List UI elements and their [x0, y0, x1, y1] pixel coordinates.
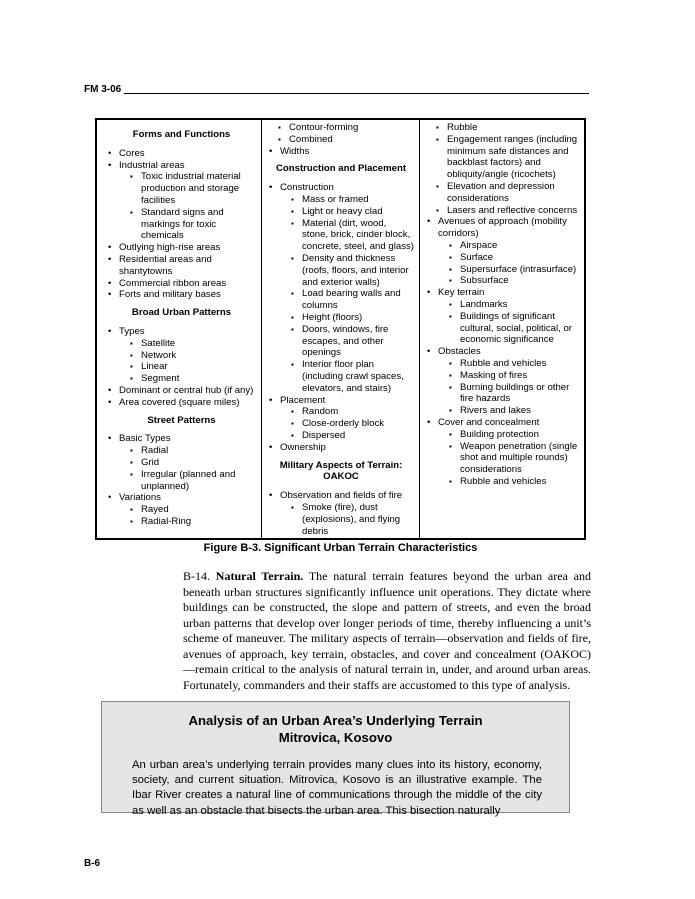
- basic-types-sublist: [119, 445, 257, 492]
- sub-list-item: ▪ Density and thickness (roofs, floors, and interior and exterior walls): [280, 253, 415, 288]
- sub-list-item: ▪ Height (floors): [280, 312, 415, 324]
- list-item-label: Key terrain: [438, 287, 485, 299]
- sub-list-item: ▪ Rubble and vehicles: [438, 476, 581, 488]
- table-column-2: [262, 120, 420, 538]
- list-item: [267, 395, 415, 442]
- types-sublist: [119, 338, 257, 385]
- sub-list-item: ▪ Light or heavy clad: [280, 206, 415, 218]
- cover-sublist: [438, 429, 581, 488]
- paragraph-text: The natural terrain features beyond the urban area and beneath urban structures significantly influence unit operations. They dictate where buildings can be constructed, the slope and pattern of streets, and even the broad urban patterns that develop over longer periods of time, thereby influencing a unit’s scheme of maneuver. The military aspects of terrain—observation and fields of fire, avenues of approach, key terrain, obstacles, and cover and concealment (OAKOC)—remain critical to the analysis of natural terrain in, under, and around urban areas. Fortunately, commanders and their staffs are accustomed to this type of analysis.: [183, 569, 592, 692]
- sub-list-item: ▪ Combined: [267, 134, 415, 146]
- sub-list-item: ▪ Linear: [119, 361, 257, 373]
- list-item-label: Industrial areas: [119, 159, 185, 171]
- running-header: FM 3-06: [84, 84, 122, 95]
- list-item: [106, 326, 257, 385]
- sub-list-item: ▪ Smoke (fire), dust (explosions), and flying debris: [280, 502, 415, 537]
- construction-sublist: [280, 194, 415, 395]
- list-item: • Forts and military bases: [106, 289, 257, 301]
- sub-list-item: ▪ Interior floor plan (including crawl spaces, elevators, and stairs): [280, 359, 415, 394]
- table-column-1: [97, 120, 262, 538]
- sub-list-item: ▪ Landmarks: [438, 299, 581, 311]
- avenues-sublist: [438, 240, 581, 287]
- list-item-label: Cover and concealment: [438, 416, 540, 428]
- variations-sublist: [119, 504, 257, 528]
- sub-list-item: ▪ Rubble and vehicles: [438, 358, 581, 370]
- list-item: [106, 160, 257, 243]
- figure-caption: Figure B-3. Significant Urban Terrain Characteristics: [203, 542, 478, 554]
- list-item-label: Obstacles: [438, 346, 481, 358]
- list-item: • Residential areas and shantytowns: [106, 254, 257, 278]
- list-item-label: Avenues of approach (mobility corridors): [438, 216, 567, 240]
- list-item: [267, 490, 415, 537]
- sub-list-item: ▪ Contour-forming: [267, 122, 415, 134]
- sub-list-item: ▪ Segment: [119, 373, 257, 385]
- sub-list-item: ▪ Supersurface (intrasurface): [438, 264, 581, 276]
- streets-list: [106, 433, 257, 527]
- construction-list: [267, 182, 415, 453]
- list-item-label: Observation and fields of fire: [280, 490, 403, 502]
- sub-list-item: ▪ Standard signs and markings for toxic chemicals: [119, 207, 257, 242]
- list-item: [106, 492, 257, 527]
- sub-list-item: ▪ Doors, windows, fire escapes, and other openings: [280, 324, 415, 359]
- paragraph-number: B-14.: [183, 569, 210, 583]
- vignette-title-line-2: Mitrovica, Kosovo: [278, 730, 393, 745]
- sub-list-item: ▪ Building protection: [438, 429, 581, 441]
- military-list: [267, 490, 415, 537]
- continued-sublist: [267, 122, 415, 146]
- vignette-text: An urban area’s underlying terrain provides many clues into its history, economy, society, and current situation. Mitrovica, Kosovo is an illustrative example. The Ibar River creates a natural line of communications through the middle of the city as well as an obstacle that bisects the urban area. This bisection naturally: [132, 759, 542, 817]
- section-title-forms: Forms and Functions: [132, 129, 231, 140]
- patterns-list: [106, 326, 257, 409]
- list-item-label: Construction: [280, 182, 334, 194]
- list-item: • Area covered (square miles): [106, 397, 257, 409]
- sub-list-item: ▪ Weapon penetration (single shot and multiple rounds) considerations: [438, 441, 581, 476]
- sub-list-item: ▪ Airspace: [438, 240, 581, 252]
- sub-list-item: ▪ Network: [119, 350, 257, 362]
- section-title-streets: Street Patterns: [147, 414, 216, 426]
- key-terrain-sublist: [438, 299, 581, 346]
- sub-list-item: ▪ Buildings of significant cultural, social, political, or economic significance: [438, 311, 581, 346]
- sub-list-item: ▪ Load bearing walls and columns: [280, 288, 415, 312]
- sub-list-item: ▪ Radial-Ring: [119, 516, 257, 528]
- list-item: • Dominant or central hub (if any): [106, 385, 257, 397]
- vignette-title-line-1: Analysis of an Urban Area’s Underlying Terrain: [188, 713, 483, 728]
- list-item: • Commercial ribbon areas: [106, 278, 257, 290]
- vignette-box: [101, 701, 570, 817]
- list-item-label: Variations: [119, 492, 161, 504]
- sub-list-item: ▪ Subsurface: [438, 275, 581, 287]
- body-paragraph: [183, 569, 591, 693]
- sub-list-item: ▪ Surface: [438, 252, 581, 264]
- sub-list-item: ▪ Burning buildings or other fire hazards: [438, 382, 581, 406]
- list-item: • Outlying high-rise areas: [106, 242, 257, 254]
- list-item: [267, 182, 415, 394]
- sub-list-item: ▪ Mass or framed: [280, 194, 415, 206]
- section-title-construction: Construction and Placement: [275, 163, 407, 175]
- vignette-title: [102, 712, 569, 746]
- sub-list-item: ▪ Satellite: [119, 338, 257, 350]
- sub-list-item: ▪ Rivers and lakes: [438, 405, 581, 417]
- sub-list-item: ▪ Masking of fires: [438, 370, 581, 382]
- placement-sublist: [280, 406, 415, 441]
- continued-sublist: [425, 122, 581, 216]
- section-title-military: Military Aspects of Terrain: OAKOC: [279, 459, 403, 483]
- sub-list-item: ▪ Dispersed: [280, 430, 415, 442]
- list-item: • Ownership: [267, 442, 415, 454]
- sub-list-item: ▪ Close-orderly block: [280, 418, 415, 430]
- paragraph-heading: Natural Terrain.: [215, 569, 304, 583]
- list-item: [425, 346, 581, 417]
- list-item-label: Placement: [280, 394, 326, 406]
- list-item-label: Basic Types: [119, 433, 171, 445]
- list-item: • Widths: [267, 146, 415, 158]
- list-item: [425, 287, 581, 346]
- table-column-3: [420, 120, 584, 538]
- list-item: [106, 433, 257, 492]
- observation-sublist: [280, 502, 415, 537]
- header-rule: [124, 93, 589, 94]
- widths-list: [267, 146, 415, 158]
- industrial-sublist: [119, 171, 257, 242]
- list-item-label: Types: [119, 325, 145, 337]
- list-item: [425, 417, 581, 488]
- sub-list-item: ▪ Irregular (planned and unplanned): [119, 469, 257, 493]
- sub-list-item: ▪ Grid: [119, 457, 257, 469]
- section-title-patterns: Broad Urban Patterns: [131, 307, 232, 319]
- urban-terrain-table: [95, 118, 586, 540]
- sub-list-item: ▪ Lasers and reflective concerns: [425, 205, 581, 217]
- list-item: • Cores: [106, 148, 257, 160]
- sub-list-item: ▪ Engagement ranges (including minimum safe distances and backblast factors) and obliquity/angle (ricochets): [425, 134, 581, 181]
- oakoc-list: [425, 216, 581, 487]
- sub-list-item: ▪ Elevation and depression considerations: [425, 181, 581, 205]
- sub-list-item: ▪ Toxic industrial material production and storage facilities: [119, 171, 257, 206]
- sub-list-item: ▪ Radial: [119, 445, 257, 457]
- sub-list-item: ▪ Random: [280, 406, 415, 418]
- page-number: B-6: [84, 858, 101, 869]
- obstacles-sublist: [438, 358, 581, 417]
- list-item: [425, 216, 581, 287]
- sub-list-item: ▪ Material (dirt, wood, stone, brick, cinder block, concrete, steel, and glass): [280, 218, 415, 253]
- sub-list-item: ▪ Rubble: [425, 122, 581, 134]
- forms-list: [106, 148, 257, 301]
- sub-list-item: ▪ Rayed: [119, 504, 257, 516]
